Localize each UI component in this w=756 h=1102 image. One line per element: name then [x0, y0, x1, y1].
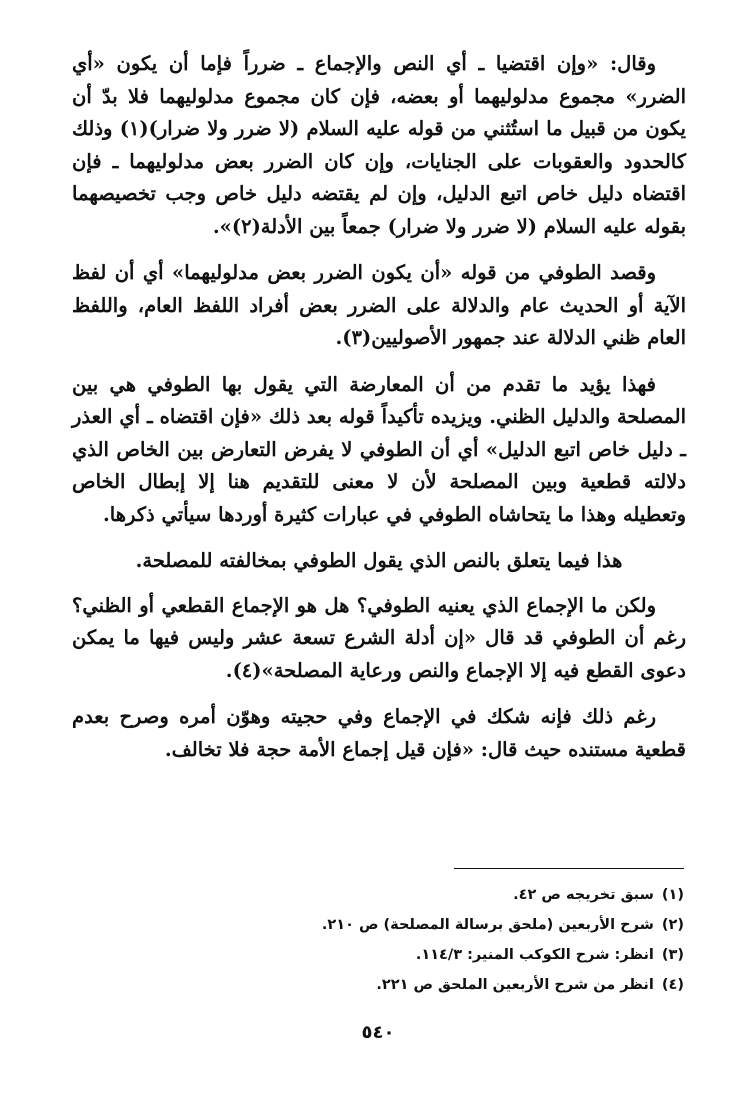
paragraph-support: فهذا يؤيد ما تقدم من أن المعارضة التي يقول بها الطوفي هي بين المصلحة والدليل الظني. ويزيده تأكيداً قوله بعد ذلك «فإن اقتضاه ـ أي العذر ـ دليل خاص اتبع الدليل» أي أن الطوفي لا يفرض التعارض بين الخاص الذي دلالته قطعية وبين المصلحة لأن لا معنى للتقديم هنا إلا إبطال الخاص وتعطيله وهذا ما يتحاشاه الطوفي في عبارات كثيرة أوردها سيأتي ذكرها.	[72, 372, 686, 526]
footnote-number: (٤)	[661, 977, 684, 993]
paragraph-ijma-doubt: رغم ذلك فإنه شكك في الإجماع وفي حجيته وهوّن أمره وصرح بعدم قطعية مستنده حيث قال: «فإن قيل إجماع الأمة حجة فلا تخالف.	[72, 705, 686, 761]
footnote-item	[70, 880, 684, 910]
paragraph-summary: هذا فيما يتعلق بالنص الذي يقول الطوفي بمخالفته للمصلحة.	[135, 549, 623, 572]
footnote-item	[70, 970, 684, 1000]
footnote-number: (١)	[661, 887, 684, 903]
footnote-number: (٣)	[661, 947, 684, 963]
footnote-item	[70, 940, 684, 970]
footnote-text: انظر: شرح الكوكب المنير: ١١٤/٣.	[415, 947, 654, 963]
footnote-divider	[454, 868, 684, 869]
paragraph-intent: وقصد الطوفي من قوله «أن يكون الضرر بعض مدلوليهما» أي أن لفظ الآية أو الحديث عام والدلالة على الضرر بعض أفراد اللفظ العام، واللفظ العام ظني الدلالة عند جمهور الأصوليين(٣).	[72, 261, 686, 349]
paragraph-ijma-question: ولكن ما الإجماع الذي يعنيه الطوفي؟ هل هو الإجماع القطعي أو الظني؟ رغم أن الطوفي قد قال «إن أدلة الشرع تسعة عشر وليس فيها ما يمكن دعوى القطع فيه إلا الإجماع والنص ورعاية المصلحة»(٤).	[72, 593, 686, 682]
footnote-item	[70, 910, 684, 940]
paragraph-quote-tufi: وقال: «وإن اقتضيا ـ أي النص والإجماع ـ ضرراً فإما أن يكون «أي الضرر» مجموع مدلوليهما أو بعضه، فإن كان مجموع مدلوليهما فلا بدّ أن يكون من قبيل ما استُثني من قوله عليه السلام (لا ضرر ولا ضرار)(١) وذلك كالحدود والعقوبات على الجنايات، وإن كان الضرر بعض مدلوليهما ـ فإن اقتضاه دليل خاص اتبع الدليل، وإن لم يقتضه دليل خاص وجب تخصيصهما بقوله عليه السلام (لا ضرر ولا ضرار) جمعاً بين الأدلة(٢)».	[72, 52, 686, 238]
footnote-text: سبق تخريجه ص ٤٢.	[513, 887, 654, 903]
page-number: ٥٤٠	[361, 1022, 395, 1043]
footnote-text: انظر من شرح الأربعين الملحق ص ٢٢١.	[376, 977, 654, 993]
footnote-text: شرح الأربعين (ملحق برسالة المصلحة) ص ٢١٠.	[321, 917, 654, 933]
footnote-number: (٢)	[661, 917, 684, 933]
footnotes	[70, 880, 684, 1000]
page-body	[72, 48, 686, 780]
